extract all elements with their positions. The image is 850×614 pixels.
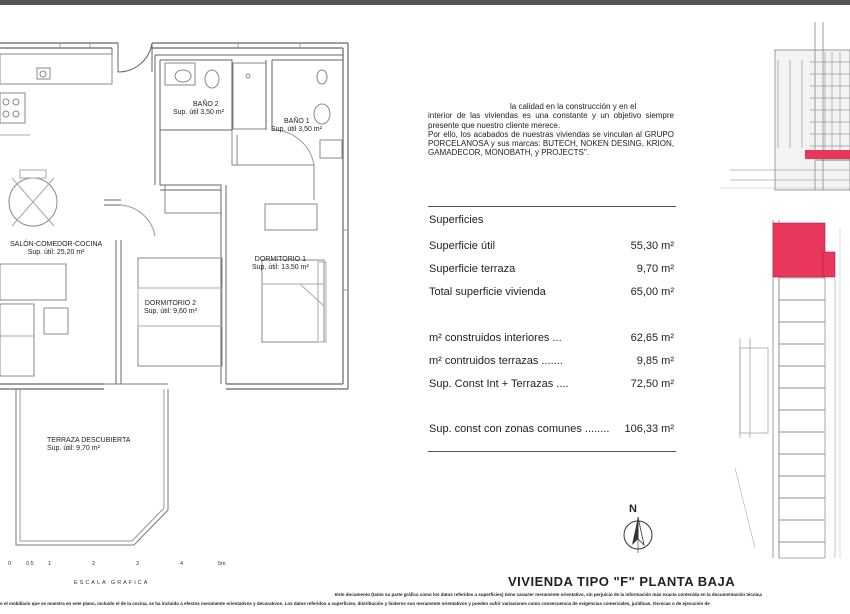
sup-label: Sup. Const Int + Terrazas .... <box>429 378 569 390</box>
room-name: SALÓN-COMEDOR-COCINA <box>10 241 103 248</box>
intro-para2: Por ello, los acabados de nuestras viviendas se vinculan al GRUPO PORCELANOSA y sus marcas: BUTECH, NOKEN DESING, KRION, GAMADECOR, MONOBATH, y PROJECTS". <box>428 129 674 158</box>
scale-tick-4: 4 <box>180 561 184 567</box>
scale-tick-2: 2 <box>92 561 96 567</box>
room-area: Sup. útil: 9,60 m² <box>144 308 197 315</box>
sup-row <box>428 263 676 276</box>
sup-value: 62,65 m² <box>630 332 674 344</box>
sup-row <box>428 332 676 345</box>
sup-label: Superficie terraza <box>429 263 516 275</box>
north-letter: N <box>629 503 637 515</box>
scale-tick-1: 1 <box>48 561 52 567</box>
room-label-salon <box>10 241 102 257</box>
sup-row <box>428 423 676 436</box>
scale-title: ESCALA GRAFICA <box>74 580 150 586</box>
disclaimer-line1: Este documento (tanto su parte gráfica como los datos referidos a superficies) tiene caracter meramente orientativo, sin perjuicio de la información más exacta contenida en la documentación técnica <box>335 592 762 597</box>
north-arrow-icon <box>618 503 658 553</box>
table-top-rule <box>428 206 676 207</box>
room-name: DORMITORIO 1 <box>254 256 307 263</box>
superficies-title: Superficies <box>429 214 484 226</box>
sup-value: 9,85 m² <box>636 355 674 367</box>
sup-value: 9,70 m² <box>636 263 674 275</box>
room-name: TERRAZA DESCUBIERTA <box>47 437 131 444</box>
room-label-terraza <box>47 437 130 453</box>
superficies-table <box>428 206 676 452</box>
sup-value: 55,30 m² <box>630 240 674 252</box>
sup-label: Superficie útil <box>429 240 496 252</box>
room-name: BAÑO 1 <box>284 118 310 125</box>
table-bottom-rule <box>428 451 676 452</box>
room-label-dorm2 <box>144 300 197 316</box>
intro-rest: interior de las viviendas es una constante y un objetivo siempre presente que nuestro cliente merece. <box>428 111 674 130</box>
sup-row <box>428 286 676 299</box>
floor-plan <box>0 0 420 560</box>
room-label-dorm1 <box>252 256 309 272</box>
sup-row <box>428 378 676 391</box>
scale-tick-3: 3 <box>136 561 140 567</box>
sup-row <box>428 240 676 253</box>
room-label-bano2 <box>173 101 224 117</box>
room-area: Sup. útil 3,50 m² <box>173 109 224 116</box>
intro-line1: la calidad en la construcción y en el <box>510 102 637 111</box>
sup-row <box>428 355 676 368</box>
intro-text <box>428 102 674 158</box>
room-area: Sup. útil: 13,50 m² <box>252 264 309 271</box>
sup-label: m² contruidos terrazas ....... <box>429 355 563 367</box>
sup-value: 65,00 m² <box>630 286 674 298</box>
room-label-bano1 <box>271 118 322 134</box>
sup-label: Sup. const con zonas comunes ........ <box>429 423 610 435</box>
room-area: Sup. útil: 9,70 m² <box>47 445 100 452</box>
scale-tick-05: 0.5 <box>26 561 34 567</box>
sup-label: m² construidos interiores ... <box>429 332 562 344</box>
sup-label: Total superficie vivienda <box>429 286 546 298</box>
sup-value: 106,33 m² <box>624 423 674 435</box>
highlighted-unit <box>773 223 825 277</box>
room-area: Sup. útil 3,50 m² <box>271 126 322 133</box>
sup-value: 72,50 m² <box>630 378 674 390</box>
highlighted-floor <box>805 150 850 159</box>
building-elevation <box>720 10 850 195</box>
site-plan <box>735 218 850 563</box>
room-area: Sup. útil: 25,20 m² <box>27 249 85 256</box>
scale-tick-5m: 5m <box>218 561 226 567</box>
room-name: DORMITORIO 2 <box>144 300 197 307</box>
disclaimer-line2: o el mobiliario que se muestra en este plano, incluido el de la cocina, se ha incluido a efectos meramente orientativos y decorativos. Los datos referidos a superficies, distribución y linderos son meramente orientativos y pueden sufrir variaciones como consecuencia de exigencias comerciales, jurídicas, técnicas o de ejecución de <box>0 601 710 606</box>
plan-title: VIVIENDA TIPO "F" PLANTA BAJA <box>508 574 736 589</box>
room-name: BAÑO 2 <box>193 101 219 108</box>
scale-tick-0: 0 <box>8 561 12 567</box>
